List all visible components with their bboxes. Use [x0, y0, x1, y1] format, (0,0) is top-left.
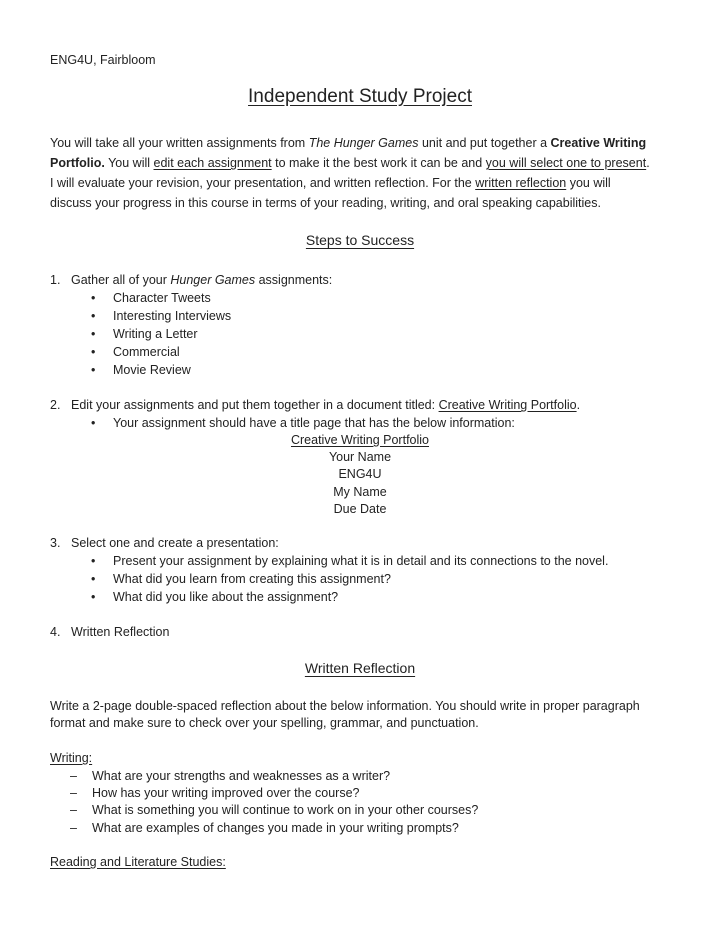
list-item: • Present your assignment by explaining what it is in detail and its connections to the novel. — [113, 552, 608, 570]
novel-title: Hunger Games — [170, 273, 256, 287]
list-item: • Movie Review — [113, 361, 191, 379]
step-text: Gather all of your — [71, 273, 171, 287]
list-item: • Your assignment should have a title page that has the below information: — [113, 414, 515, 432]
list-item: – What are your strengths and weaknesses as a writer? — [92, 767, 390, 785]
step-4-text: Written Reflection — [71, 625, 170, 639]
novel-title: The Hunger Games — [308, 136, 419, 150]
edit-emphasis: edit each assignment — [153, 156, 272, 170]
reflection-heading: Written Reflection — [304, 660, 416, 676]
step-4-number: 4. — [50, 625, 61, 639]
list-item: • Interesting Interviews — [113, 307, 231, 325]
list-item: – What are examples of changes you made in your writing prompts? — [92, 819, 459, 837]
reflection-emphasis: written reflection — [475, 176, 567, 190]
intro-text: you will — [566, 176, 611, 190]
course-header: ENG4U, Fairbloom — [50, 53, 156, 67]
portfolio-emphasis: Portfolio. — [50, 156, 105, 170]
intro-line-2 — [50, 154, 650, 172]
title-page-line: Your Name — [328, 450, 392, 464]
title-page-line: Creative Writing Portfolio — [290, 433, 429, 447]
step-1-text — [71, 271, 332, 289]
title-page-line: My Name — [333, 485, 387, 499]
step-text: Edit your assignments and put them together in a document titled: — [71, 398, 439, 412]
list-item: • Character Tweets — [113, 289, 211, 307]
intro-text: . — [646, 156, 650, 170]
step-1-number: 1. — [50, 273, 61, 287]
portfolio-emphasis: Creative Writing — [550, 136, 647, 150]
portfolio-title-link: Creative Writing Portfolio — [438, 398, 577, 412]
title-page-line: ENG4U — [338, 467, 382, 481]
step-3-text: Select one and create a presentation: — [71, 536, 279, 550]
list-item: • Commercial — [113, 343, 180, 361]
reflection-para-line-1: Write a 2-page double-spaced reflection about the below information. You should write in proper paragraph — [50, 699, 640, 713]
step-text: . — [576, 398, 581, 412]
intro-text: I will evaluate your revision, your presentation, and written reflection. For the — [50, 176, 476, 190]
list-item: • What did you like about the assignment? — [113, 588, 338, 606]
step-3-number: 3. — [50, 536, 61, 550]
intro-line-1 — [50, 134, 646, 152]
title-page-line: Due Date — [333, 502, 387, 516]
list-item: – How has your writing improved over the course? — [92, 784, 359, 802]
list-item: • What did you learn from creating this assignment? — [113, 570, 391, 588]
list-item: – What is something you will continue to work on in your other courses? — [92, 801, 478, 819]
step-2-text — [71, 396, 580, 414]
page-title: Independent Study Project — [248, 86, 472, 107]
intro-text: You will — [104, 156, 154, 170]
reflection-para-line-2: format and make sure to check over your spelling, grammar, and punctuation. — [50, 716, 479, 730]
intro-text: to make it the best work it can be and — [271, 156, 486, 170]
steps-heading: Steps to Success — [305, 232, 415, 248]
intro-text: You will take all your written assignments from — [50, 136, 309, 150]
step-2-number: 2. — [50, 398, 61, 412]
writing-label: Writing: — [50, 751, 93, 765]
list-item: • Writing a Letter — [113, 325, 198, 343]
step-text: assignments: — [255, 273, 333, 287]
intro-text: unit and put together a — [418, 136, 551, 150]
present-emphasis: you will select one to present — [485, 156, 647, 170]
intro-line-3 — [50, 174, 611, 192]
intro-line-4: discuss your progress in this course in terms of your reading, writing, and oral speaking capabilities. — [50, 196, 601, 210]
reading-label: Reading and Literature Studies: — [50, 855, 226, 869]
